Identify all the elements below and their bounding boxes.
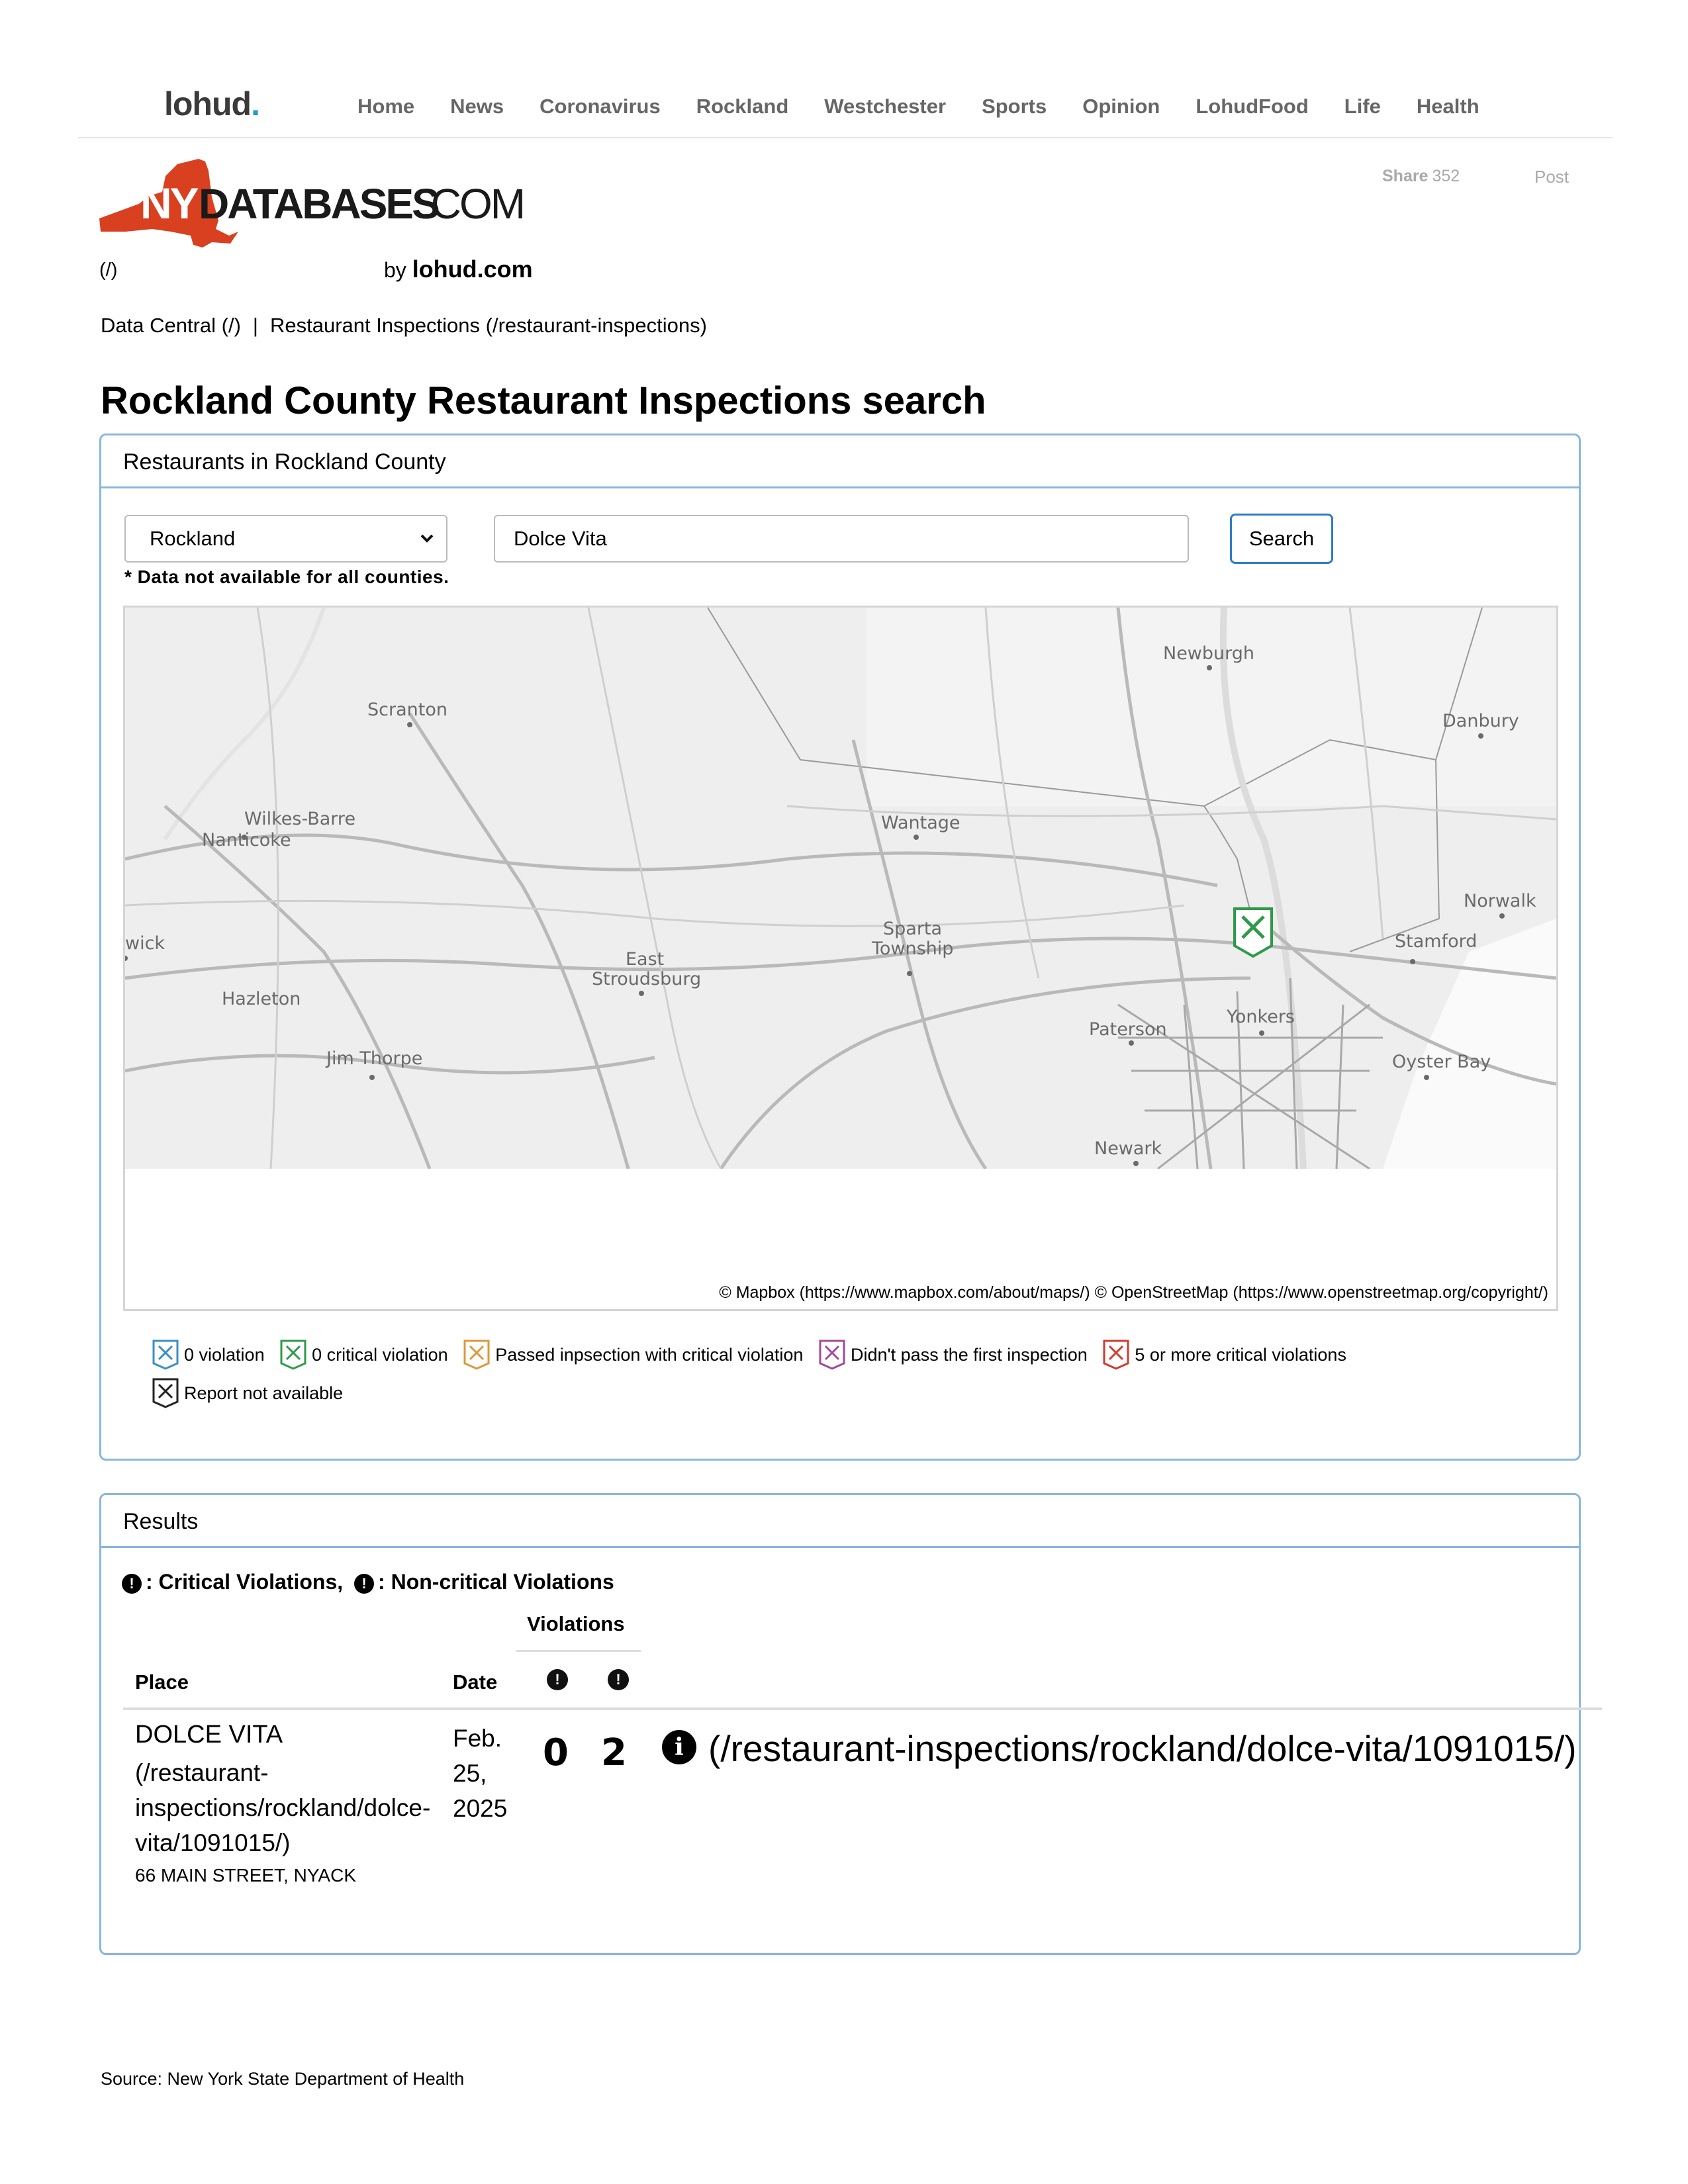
orange-fork-knife-marker-icon bbox=[463, 1340, 490, 1370]
inspection-date: Feb. 25, 2025 bbox=[453, 1725, 508, 1822]
svg-text:Scranton: Scranton bbox=[367, 700, 447, 720]
map-legend bbox=[152, 1340, 1410, 1416]
map[interactable] bbox=[123, 606, 1558, 1311]
search-button[interactable]: Search bbox=[1230, 514, 1333, 564]
violations-key: ! : Critical Violations, ! : Non-critical Violations bbox=[122, 1570, 614, 1594]
purple-fork-knife-marker-icon bbox=[819, 1340, 845, 1370]
nav-news[interactable]: News bbox=[450, 95, 504, 118]
svg-text:Stamford: Stamford bbox=[1395, 931, 1477, 952]
column-header-place: Place bbox=[135, 1670, 189, 1694]
exclamation-icon: ! bbox=[122, 1574, 142, 1594]
violations-column-group: Violations bbox=[527, 1612, 625, 1635]
svg-text:Stroudsburg: Stroudsburg bbox=[592, 969, 702, 989]
inspection-details-link[interactable]: (/restaurant-inspections/rockland/dolce-vita/1091015/) bbox=[708, 1728, 1577, 1769]
svg-text:wick: wick bbox=[125, 933, 165, 954]
post-button[interactable]: Post bbox=[1534, 167, 1570, 187]
svg-text:.COM: .COM bbox=[421, 180, 524, 228]
breadcrumb-restaurant-inspections[interactable]: Restaurant Inspections (/restaurant-inspections) bbox=[269, 314, 707, 337]
nav-westchester[interactable]: Westchester bbox=[824, 95, 947, 118]
breadcrumb: Data Central (/) | Restaurant Inspections (/restaurant-inspections) bbox=[101, 314, 707, 337]
svg-text:East: East bbox=[626, 949, 665, 970]
byline[interactable]: by lohud.com bbox=[384, 255, 533, 283]
nav-coronavirus[interactable]: Coronavirus bbox=[539, 95, 661, 118]
green-fork-knife-marker-icon bbox=[280, 1340, 306, 1370]
nav-health[interactable]: Health bbox=[1416, 95, 1479, 118]
source-note: Source: New York State Department of Health bbox=[101, 2069, 465, 2089]
results-heading: Results bbox=[101, 1495, 1579, 1548]
svg-text:Newark: Newark bbox=[1094, 1138, 1162, 1159]
critical-violations-icon: ! bbox=[547, 1669, 568, 1690]
svg-text:Nanticoke: Nanticoke bbox=[202, 830, 291, 850]
search-panel-heading: Restaurants in Rockland County bbox=[101, 435, 1579, 488]
blue-fork-knife-marker-icon bbox=[152, 1340, 179, 1370]
exclamation-icon: ! bbox=[354, 1574, 374, 1594]
nav-home[interactable]: Home bbox=[357, 95, 415, 118]
info-icon[interactable]: i bbox=[662, 1730, 696, 1764]
data-availability-note: * Data not available for all counties. bbox=[124, 567, 449, 587]
noncritical-violations-icon: ! bbox=[608, 1669, 629, 1690]
lohud-logo[interactable]: lohud. bbox=[164, 85, 259, 122]
legend-item: Didn't pass the first inspection bbox=[819, 1340, 1088, 1370]
noncritical-violation-count: 2 bbox=[601, 1731, 627, 1774]
map-attribution[interactable]: © Mapbox (https://www.mapbox.com/about/maps/) © OpenStreetMap (https://www.openstreetmap.org/copyright/) bbox=[719, 1283, 1548, 1302]
legend-item: Report not available bbox=[152, 1378, 343, 1408]
svg-text:Newburgh: Newburgh bbox=[1163, 643, 1255, 664]
nav-opinion[interactable]: Opinion bbox=[1082, 95, 1160, 118]
header-divider bbox=[78, 137, 1613, 138]
svg-text:Hazleton: Hazleton bbox=[222, 989, 301, 1009]
restaurant-url[interactable]: (/restaurant-inspections/rockland/dolce-vita/1091015/) bbox=[135, 1759, 431, 1856]
county-select[interactable]: Rockland bbox=[124, 515, 447, 563]
svg-text:Township: Township bbox=[872, 938, 954, 959]
legend-item: 0 violation bbox=[152, 1340, 265, 1370]
nav-sports[interactable]: Sports bbox=[982, 95, 1047, 118]
svg-text:Yonkers: Yonkers bbox=[1227, 1007, 1295, 1027]
page-title: Rockland County Restaurant Inspections search bbox=[101, 379, 986, 422]
restaurant-address: 66 MAIN STREET, NYACK bbox=[135, 1865, 357, 1886]
chevron-down-icon bbox=[420, 531, 434, 545]
share-button[interactable]: Share 352 bbox=[1382, 167, 1460, 185]
svg-text:Oyster Bay: Oyster Bay bbox=[1392, 1052, 1491, 1072]
black-fork-knife-marker-icon bbox=[152, 1378, 179, 1408]
restaurant-marker-icon[interactable] bbox=[1235, 909, 1272, 956]
nav-rockland[interactable]: Rockland bbox=[696, 95, 789, 118]
svg-text:Sparta: Sparta bbox=[883, 919, 943, 939]
critical-violation-count: 0 bbox=[543, 1731, 569, 1774]
logo-home-link[interactable]: (/) bbox=[99, 259, 118, 281]
search-input[interactable]: Dolce Vita bbox=[494, 515, 1189, 563]
svg-text:Jim Thorpe: Jim Thorpe bbox=[326, 1048, 423, 1069]
legend-item: 0 critical violation bbox=[280, 1340, 448, 1370]
top-nav bbox=[357, 95, 1479, 118]
svg-text:Wilkes-Barre: Wilkes-Barre bbox=[244, 809, 356, 829]
legend-item: Passed inpsection with critical violation bbox=[463, 1340, 803, 1370]
nydatabases-logo[interactable] bbox=[99, 158, 549, 257]
svg-text:NY: NY bbox=[140, 179, 197, 228]
nav-life[interactable]: Life bbox=[1344, 95, 1381, 118]
svg-text:Paterson: Paterson bbox=[1089, 1019, 1167, 1040]
red-fork-knife-marker-icon bbox=[1103, 1340, 1129, 1370]
svg-text:Wantage: Wantage bbox=[881, 813, 961, 833]
svg-text:Danbury: Danbury bbox=[1442, 711, 1519, 731]
violations-underline bbox=[516, 1650, 641, 1652]
restaurant-name-link[interactable]: DOLCE VITA bbox=[135, 1721, 283, 1749]
legend-item: 5 or more critical violations bbox=[1103, 1340, 1346, 1370]
svg-text:Norwalk: Norwalk bbox=[1464, 891, 1536, 911]
map-canvas[interactable] bbox=[125, 608, 1556, 1169]
svg-text:DATABASES: DATABASES bbox=[199, 180, 438, 228]
breadcrumb-data-central[interactable]: Data Central (/) bbox=[101, 314, 241, 337]
table-header-divider bbox=[123, 1707, 1602, 1710]
column-header-date: Date bbox=[453, 1670, 498, 1694]
nav-lohudfood[interactable]: LohudFood bbox=[1196, 95, 1309, 118]
